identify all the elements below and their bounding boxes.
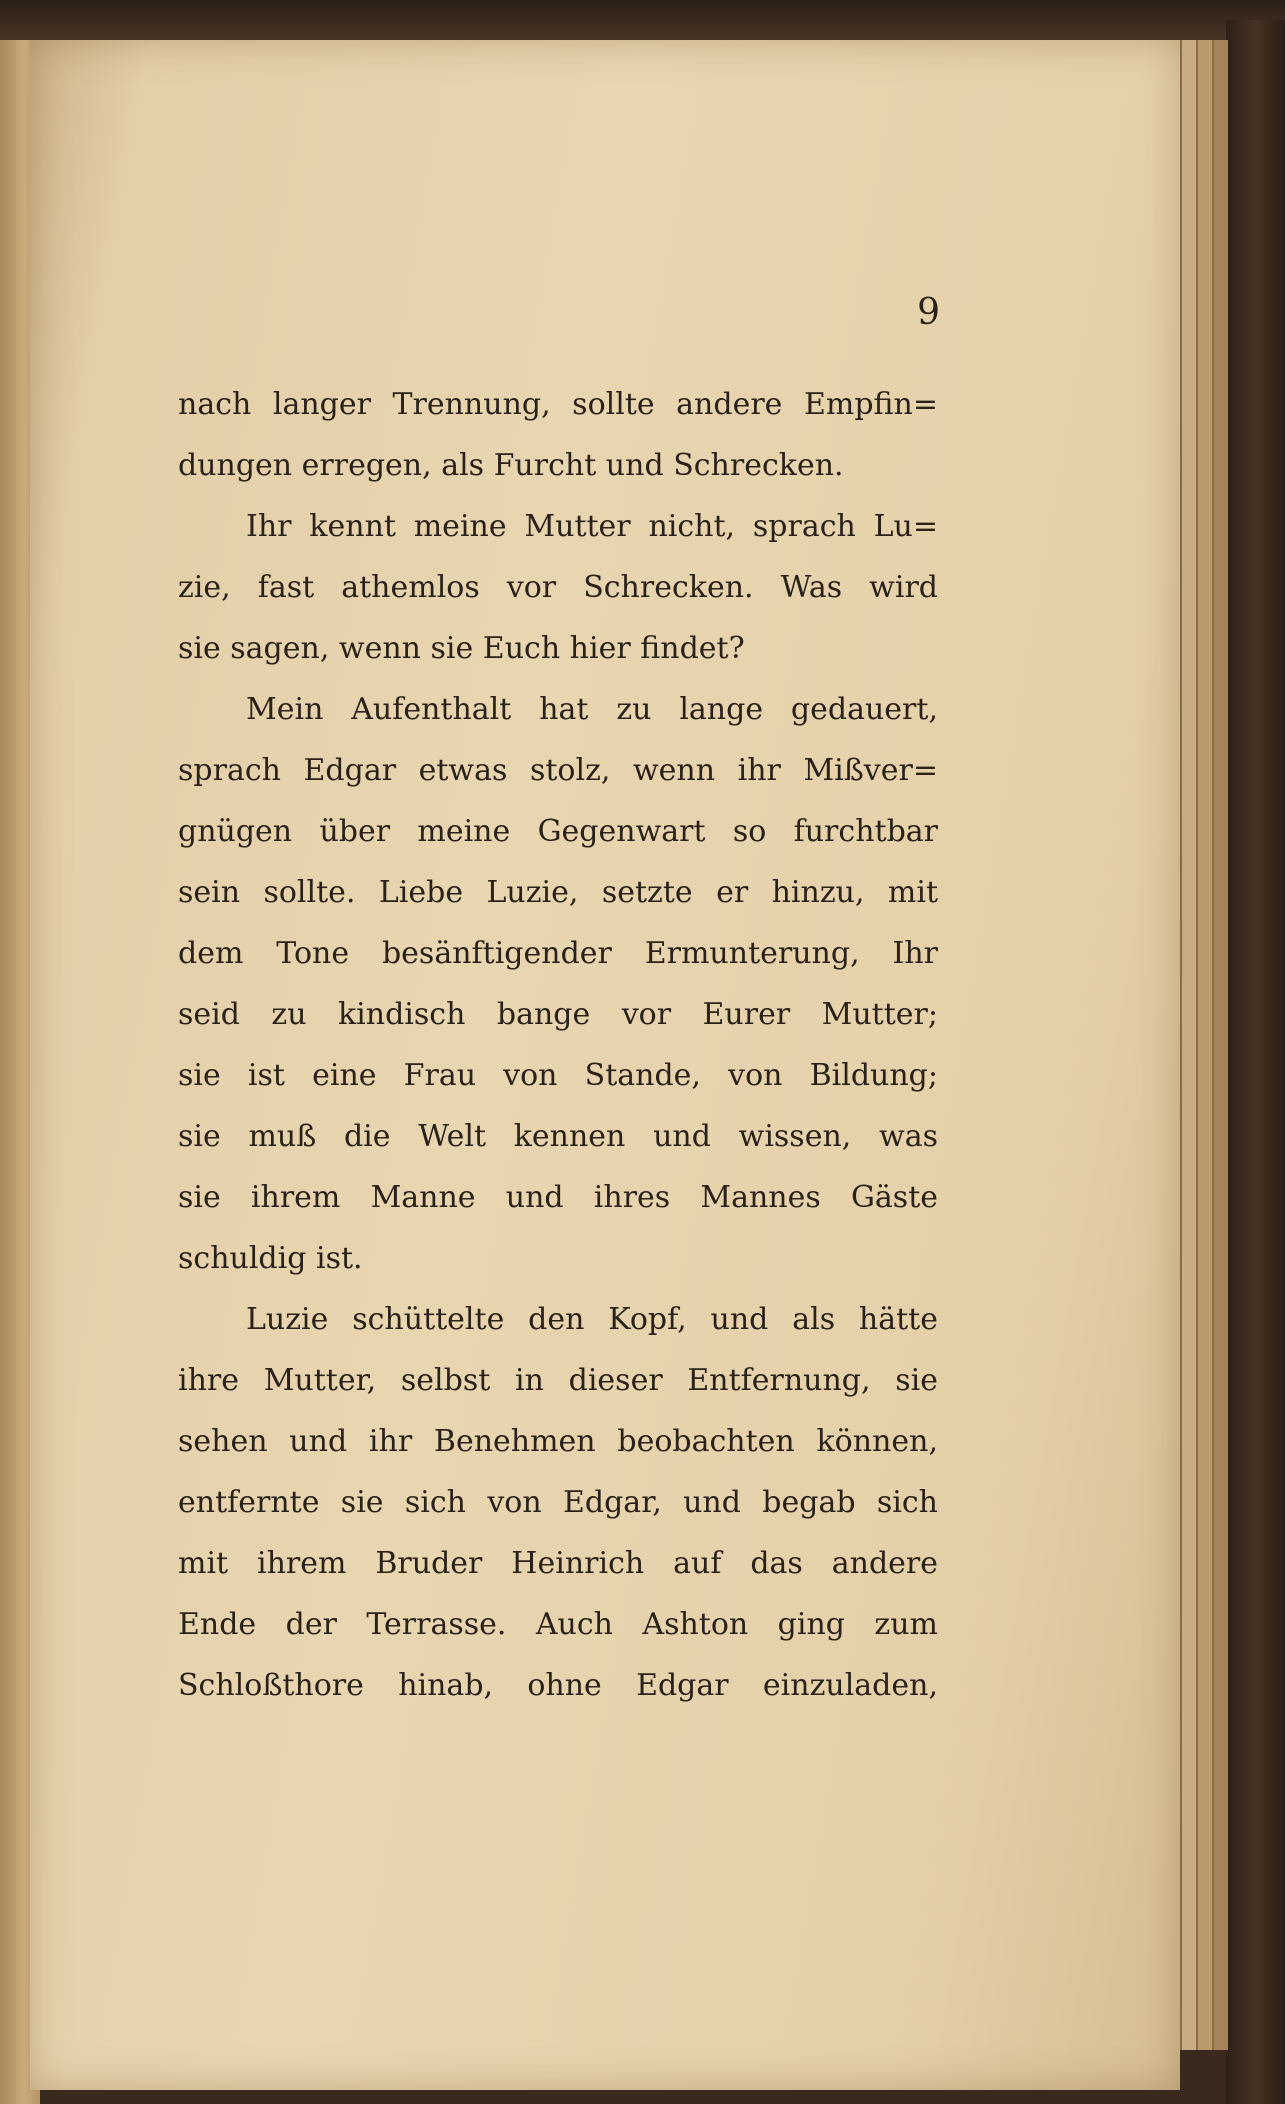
text-line: dem Tone besänftigender Ermunterung, Ihr bbox=[178, 936, 938, 971]
text-line: zie, fast athemlos vor Schrecken. Was wird bbox=[178, 570, 938, 605]
page-edge bbox=[1212, 40, 1228, 2050]
text-line: Mein Aufenthalt hat zu lange gedauert, bbox=[246, 692, 938, 727]
text-line: sie ist eine Frau von Stande, von Bildung; bbox=[178, 1058, 938, 1093]
page-edge bbox=[1180, 40, 1196, 2050]
text-line: Schloßthore hinab, ohne Edgar einzuladen, bbox=[178, 1668, 938, 1703]
text-line: mit ihrem Bruder Heinrich auf das andere bbox=[178, 1546, 938, 1581]
text-line: sie ihrem Manne und ihres Mannes Gäste bbox=[178, 1180, 938, 1215]
text-line: Ihr kennt meine Mutter nicht, sprach Lu= bbox=[246, 509, 938, 544]
book-cover-top bbox=[0, 0, 1285, 42]
text-line: ihre Mutter, selbst in dieser Entfernung, sie bbox=[178, 1363, 938, 1398]
book-cover-right bbox=[1226, 20, 1285, 2104]
page-text bbox=[178, 374, 938, 1716]
text-line: dungen erregen, als Furcht und Schrecken. bbox=[178, 448, 844, 483]
text-line: Luzie schüttelte den Kopf, und als hätte bbox=[246, 1302, 938, 1337]
text-line: sehen und ihr Benehmen beobachten können, bbox=[178, 1424, 938, 1459]
text-line: sie sagen, wenn sie Euch hier findet? bbox=[178, 631, 745, 666]
text-line: gnügen über meine Gegenwart so furchtbar bbox=[178, 814, 938, 849]
page-edge bbox=[1196, 40, 1212, 2050]
text-line: seid zu kindisch bange vor Eurer Mutter; bbox=[178, 997, 938, 1032]
page-number: 9 bbox=[917, 292, 940, 333]
text-line: sie muß die Welt kennen und wissen, was bbox=[178, 1119, 938, 1154]
text-line: sein sollte. Liebe Luzie, setzte er hinzu, mit bbox=[178, 875, 938, 910]
text-line: nach langer Trennung, sollte andere Empfin= bbox=[178, 387, 938, 422]
text-line: entfernte sie sich von Edgar, und begab sich bbox=[178, 1485, 938, 1520]
text-line: Ende der Terrasse. Auch Ashton ging zum bbox=[178, 1607, 938, 1642]
text-line: schuldig ist. bbox=[178, 1241, 363, 1276]
text-line: sprach Edgar etwas stolz, wenn ihr Mißver= bbox=[178, 753, 938, 788]
